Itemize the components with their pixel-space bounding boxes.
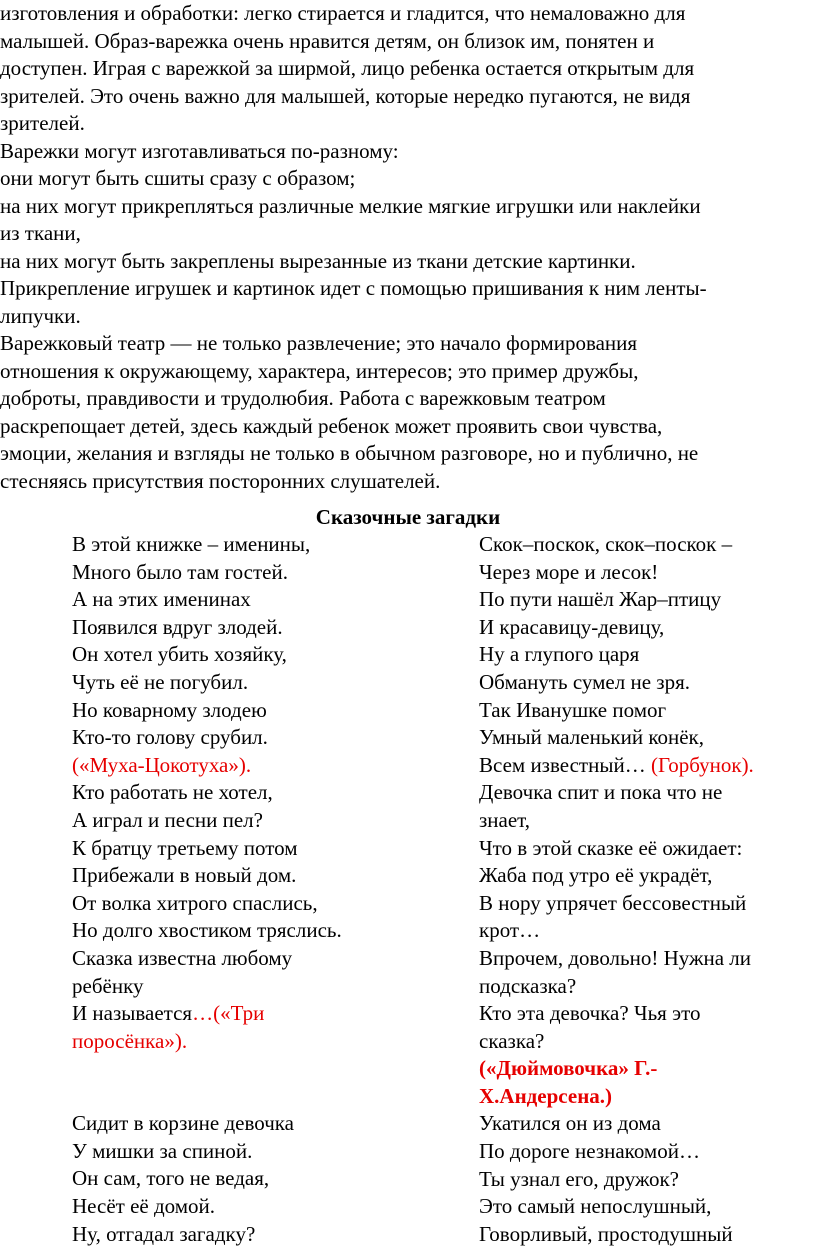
poem-line: Через море и лесок! <box>479 559 659 584</box>
theatre-paragraph <box>0 330 812 495</box>
poem-line: В нору упрячет бессовестный <box>479 890 747 915</box>
poem-line: Он сам, того не ведая, <box>72 1166 270 1191</box>
riddle-answer: (Горбунок). <box>650 752 754 777</box>
poem-line: У мишки за спиной. <box>72 1138 253 1163</box>
poem-line: Кто эта девочка? Чья это <box>479 1001 701 1026</box>
poem-line-text: И называется <box>72 1001 193 1026</box>
poem-line <box>72 1000 412 1028</box>
riddles-left-column <box>72 531 412 1248</box>
text-line: на них могут прикрепляться различные мелкие мягкие игрушки или наклейки <box>0 193 701 218</box>
poem-line: По дороге незнакомой… <box>479 1139 700 1164</box>
poem-line: Много было там гостей. <box>72 559 288 584</box>
riddle-answer: поросёнка»). <box>72 1028 188 1053</box>
poem-line: Но долго хвостиком тряслись. <box>72 918 342 943</box>
poem-line-text: Всем известный… <box>479 752 651 777</box>
poem-line: В этой книжке – именины, <box>72 532 311 556</box>
text-line: липучки. <box>0 303 81 328</box>
poem-line: Жаба под утро её украдёт, <box>479 863 713 888</box>
poem-line <box>479 752 813 780</box>
text-line: доступен. Играя с варежкой за ширмой, лицо ребенка остается открытым для <box>0 56 695 80</box>
text-line: на них могут быть закреплены вырезанные из ткани детские картинки. <box>0 248 636 273</box>
text-line: доброты, правдивости и трудолюбия. Работа с варежковым театром <box>0 386 606 410</box>
poem-line: подсказка? <box>479 973 577 998</box>
poem-line: Умный маленький конёк, <box>479 725 704 750</box>
text-line: эмоции, желания и взгляды не только в обычном разговоре, но и публично, не <box>0 441 699 465</box>
poem-line: Появился вдруг злодей. <box>72 614 283 639</box>
text-line: раскрепощает детей, здесь каждый ребенок может проявить свои чувства, <box>0 413 663 438</box>
poem-line: крот… <box>479 918 541 943</box>
poem-line: А играл и песни пел? <box>72 807 263 832</box>
text-line: стесняясь присутствия посторонних слушателей. <box>0 468 441 493</box>
text-line: зрителей. Это очень важно для малышей, которые нередко пугаются, не видя <box>0 83 691 108</box>
text-line: отношения к окружающему, характера, интересов; это пример дружбы, <box>0 358 639 383</box>
poem-line: Говорливый, простодушный <box>479 1221 733 1246</box>
poem-line: Ну а глупого царя <box>479 642 640 667</box>
poem-line: Он хотел убить хозяйку, <box>72 642 287 667</box>
poem-line: Что в этой сказке её ожидает: <box>479 835 743 860</box>
poem-line: К братцу третьему потом <box>72 835 298 860</box>
text-line: малышей. Образ-варежка очень нравится детям, он близок им, понятен и <box>0 28 655 53</box>
text-line: Прикрепление игрушек и картинок идет с помощью пришивания к ним ленты- <box>0 276 707 300</box>
riddle-answer: …(«Три <box>192 1001 265 1026</box>
poem-line: сказка? <box>479 1028 545 1053</box>
riddle-answer: Х.Андерсена.) <box>479 1083 613 1108</box>
text-line: изготовления и обработки: легко стирается и гладится, что немаловажно для <box>0 1 686 25</box>
poem-line: Кто-то голову срубил. <box>72 725 268 750</box>
poem-line: Но коварному злодею <box>72 697 267 722</box>
poem-line: Обмануть сумел не зря. <box>479 669 690 694</box>
poem-line: Кто работать не хотел, <box>72 780 273 805</box>
riddles-right-column <box>479 531 813 1248</box>
poem-line: Несёт её домой. <box>72 1194 216 1219</box>
text-line: Варежковый театр — не только развлечение; это начало формирования <box>0 331 638 355</box>
ways-list <box>0 138 812 331</box>
poem-line: Сказка известна любому <box>72 945 293 970</box>
intro-paragraph <box>0 0 812 138</box>
text-line: они могут быть сшиты сразу с образом; <box>0 166 356 190</box>
poem-line: знает, <box>479 807 531 832</box>
poem-line: Сидит в корзине девочка <box>72 1111 294 1136</box>
text-line: из ткани, <box>0 221 81 245</box>
poem-line: Ну, отгадал загадку? <box>72 1221 256 1246</box>
poem-line: Укатился он из дома <box>479 1111 661 1136</box>
poem-line: А на этих именинах <box>72 587 251 612</box>
riddle-answer: («Муха-Цокотуха»). <box>72 752 252 777</box>
poem-line: Это самый непослушный, <box>479 1194 712 1219</box>
poem-line: ребёнку <box>72 973 144 998</box>
poem-line: Прибежали в новый дом. <box>72 863 297 888</box>
poem-line: Девочка спит и пока что не <box>479 780 723 805</box>
spacer <box>72 1055 412 1110</box>
text-line: Варежки могут изготавливаться по-разному: <box>0 138 399 163</box>
poem-line: Скок–поскок, скок–поскок – <box>479 532 733 556</box>
poem-line: От волка хитрого спаслись, <box>72 890 318 915</box>
poem-line: Ты узнал его, дружок? <box>479 1166 679 1191</box>
poem-line: И красавицу-девицу, <box>479 614 665 639</box>
poem-line: По пути нашёл Жар–птицу <box>479 587 722 612</box>
poem-line: Так Иванушке помог <box>479 697 667 722</box>
poem-line: Чуть её не погубил. <box>72 669 249 694</box>
riddles-heading: Сказочные загадки <box>315 505 501 529</box>
text-line: зрителей. <box>0 111 85 135</box>
riddle-answer: («Дюймовочка» Г.- <box>479 1056 658 1081</box>
poem-line: Впрочем, довольно! Нужна ли <box>479 945 752 970</box>
